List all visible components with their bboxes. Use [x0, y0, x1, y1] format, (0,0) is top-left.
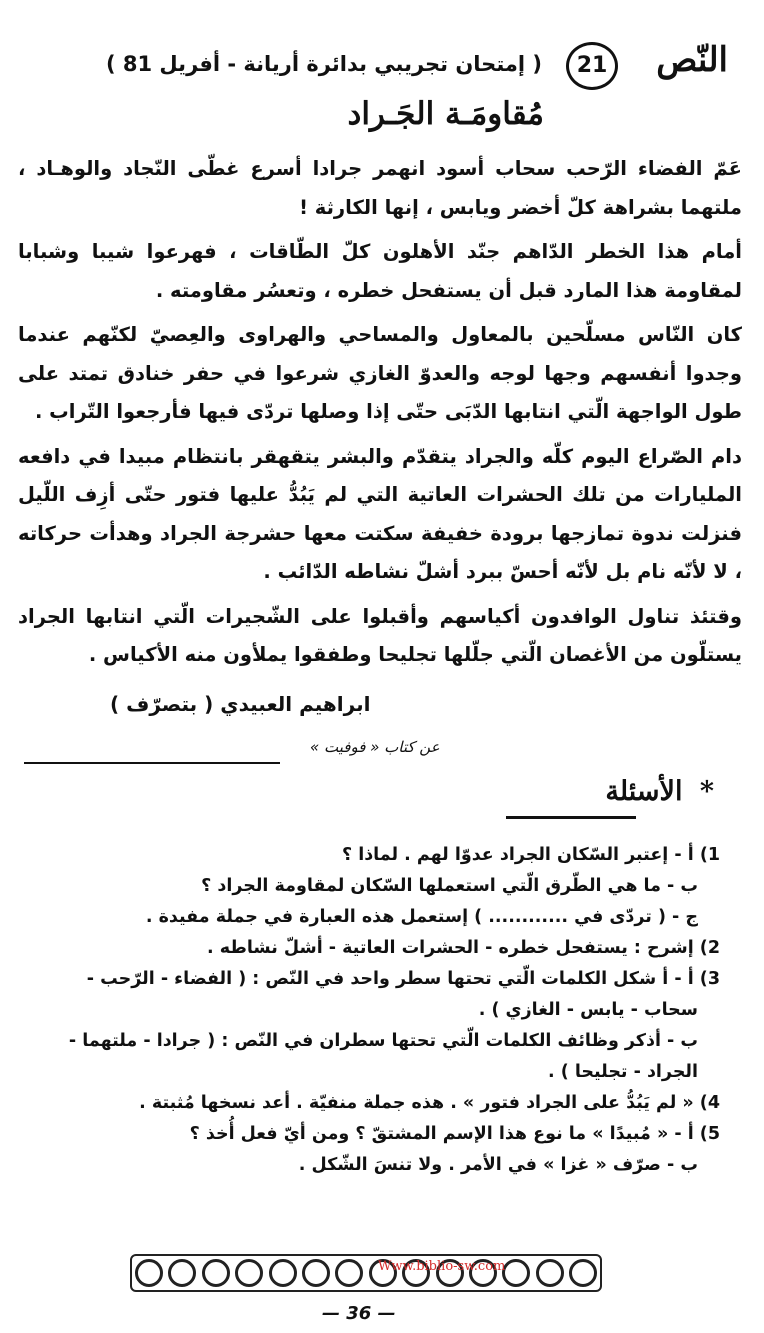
page-number: — 36 — — [322, 1303, 396, 1324]
ornament-ring-icon — [135, 1259, 163, 1287]
paragraph-2: أمام هذا الخطر الدّاهم جنّد الأهلون كلّ الطّاقات ، فهرعوا شيبا وشبابا لمقاومة هذا المارد قبل أن يستفحل خطره ، وتعسُر مقاومته . — [18, 240, 742, 302]
ornament-ring-icon — [502, 1259, 530, 1287]
ornament-ring-icon — [302, 1259, 330, 1287]
question-5a: 5) أ - « مُبيدًا » ما نوع هذا الإسم المشتقّ ؟ ومن أيّ فعل أُخذ ؟ — [189, 1124, 720, 1144]
ornament-ring-icon — [202, 1259, 230, 1287]
questions-heading-label: الأسئلة — [605, 776, 683, 807]
question-1c: ج - ( تردّى في ............ ) إستعمل هذه العبارة في جملة مفيدة . — [145, 907, 698, 927]
paragraph-1: عَمّ الفضاء الرّحب سحاب أسود انهمر جرادا أسرع غطّى النّجاد والوهـاد ، ملتهما بشراهة كلّ أخضر ويابس ، إنها الكارثة ! — [18, 157, 742, 219]
text-label: النّص — [656, 40, 728, 80]
author-note: ( بتصرّف ) — [110, 692, 214, 716]
question-3b-cont: الجراد - تجليحا ) . — [548, 1062, 698, 1082]
question-2: 2) إشرح : يستفحل خطره - الحشرات العاتية - أشلّ نشاطه . — [207, 938, 720, 958]
star-icon: * — [699, 776, 714, 807]
exam-info: ( إمتحان تجريبي بدائرة أريانة - أفريل 81 ) — [105, 52, 542, 76]
ornament-border — [130, 1254, 602, 1292]
text-body — [18, 150, 742, 681]
text-title: مُقاومَـة الجَـراد — [347, 96, 544, 132]
question-1b: ب - ما هي الطّرق الّتي استعملها السّكان لمقاومة الجراد ؟ — [201, 876, 698, 896]
question-5b: ب - صرّف « غزا » في الأمر . ولا تنسَ الشّكل . — [298, 1155, 698, 1175]
source-divider — [24, 762, 280, 764]
question-3a-cont: سحاب - يابس - الغازي ) . — [478, 1000, 698, 1020]
questions-list — [14, 840, 720, 1181]
text-header — [40, 38, 728, 98]
author-line — [110, 692, 370, 716]
ornament-ring-icon — [269, 1259, 297, 1287]
question-4: 4) « لم يَبُدُّ على الجراد فتور » . هذه جملة منفيّة . أعد نسخها مُثبتة . — [139, 1093, 720, 1113]
ornament-ring-icon — [168, 1259, 196, 1287]
text-number-badge: 21 — [566, 42, 618, 90]
questions-heading — [605, 776, 714, 807]
ornament-ring-icon — [536, 1259, 564, 1287]
question-1a: 1) أ - إعتبر السّكان الجراد عدوّا لهم . لماذا ؟ — [341, 845, 720, 865]
source-line-text: عن كتاب « فوفيت » — [310, 738, 440, 756]
question-3a: 3) أ - أ شكل الكلمات الّتي تحتها سطر واحد في النّص : ( الفضاء - الرّحب - — [86, 969, 720, 989]
paragraph-4: دام الصّراع اليوم كلّه والجراد يتقدّم والبشر يتقهقر بانتظام مبيدا في دافعه المليارات من تلك الحشرات العاتية التي لم يَبُدُّ عليها فتور حتّى أزِف اللّيل فنزلت ندوة تمازجها برودة خفيفة سكتت معها حشرجة الجراد وهدأت حركاته ، لا لأنّه نام بل لأنّه أحسّ ببرد أشلّ نشاطه الدّائب . — [18, 444, 742, 583]
ornament-ring-icon — [335, 1259, 363, 1287]
questions-heading-underline — [506, 816, 636, 819]
paragraph-5: وقتئذ تناول الوافدون أكياسهم وأقبلوا على الشّجيرات الّتي انتابها الجراد يستلّون من الأغصان الّتي جلّلها تجليحا وطفقوا يملأون منه الأكياس . — [18, 604, 742, 666]
paragraph-3: كان النّاس مسلّحين بالمعاول والمساحي والهراوى والعِصيّ لكنّهم عندما وجدوا أنفسهم وجها لوجه والعدوّ الغازي شرعوا في حفر خنادق تمتد على طول الواجهة الّتي انتابها الدّبَى حتّى إذا وصلها تردّى فيها فأرجعوا التّراب . — [18, 323, 742, 423]
author-name: ابراهيم العبيدي — [220, 692, 371, 716]
ornament-ring-icon — [569, 1259, 597, 1287]
question-3b: ب - أذكر وظائف الكلمات الّتي تحتها سطران في النّص : ( جرادا - ملتهما - — [68, 1031, 698, 1051]
watermark-url: Www.biblio-sw.com — [378, 1259, 506, 1274]
ornament-ring-icon — [235, 1259, 263, 1287]
